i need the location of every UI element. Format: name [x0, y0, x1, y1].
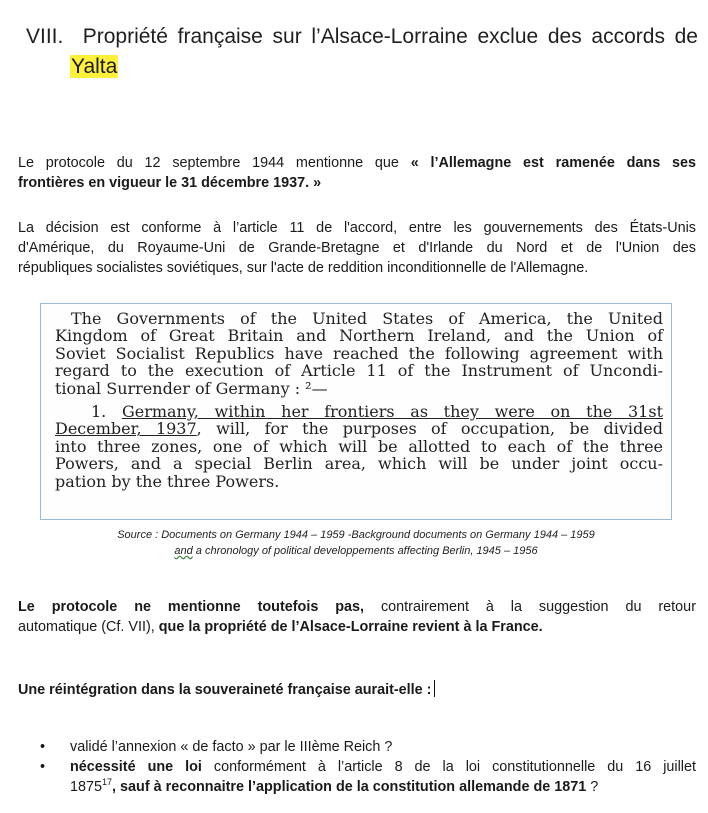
paragraph-line: La décision est conforme à l’article 11 de l'accord, entre les gouvernements des États-Unis	[18, 220, 696, 236]
spellcheck-word: and	[174, 545, 193, 557]
footnote-ref: 17	[102, 777, 113, 788]
paragraph-line: d'Amérique, du Royaume-Uni de Grande-Bretagne et d'Irlande du Nord et de l'Union des	[18, 240, 696, 256]
bullet-icon: •	[40, 759, 46, 775]
text-run: 1875	[70, 779, 103, 795]
article-line: Powers, and a special Berlin area, which will be under joint occu-	[55, 454, 663, 474]
article-line	[55, 403, 663, 420]
protocol-paragraph	[18, 153, 696, 193]
bold-quote: frontières en vigueur le 31 décembre 1937	[18, 175, 306, 191]
quote-line: tional Surrender of Germany : ²—	[55, 378, 328, 398]
bold-quote: « l’Allemagne est ramenée dans ses	[410, 155, 696, 171]
quote-line: Soviet Socialist Republics have reached the following agreement with	[55, 343, 663, 363]
text-run: , will, for the purposes of occupation, be divided	[196, 419, 663, 439]
text-cursor	[434, 680, 435, 697]
paragraph-line: républiques socialistes soviétiques, sur l'acte de reddition inconditionnelle de l'Allemagne.	[18, 260, 589, 276]
section-title-line1: Propriété française sur l’Alsace-Lorraine exclue des accords de	[82, 25, 698, 48]
text-run: Le protocole du 12 septembre 1944 mentionne que	[18, 155, 411, 171]
highlighted-word: Yalta	[71, 55, 118, 78]
caption-line: Source : Documents on Germany 1944 – 1959 -Background documents on Germany 1944 – 1959	[117, 529, 595, 541]
text-run: contrairement à la suggestion du retour	[364, 599, 696, 615]
bold-text: Le protocole ne mentionne toutefois pas,	[18, 599, 365, 615]
mention-paragraph	[18, 597, 696, 637]
question-line[interactable]	[18, 680, 435, 700]
source-caption	[40, 527, 672, 559]
article-line: pation by the three Powers.	[55, 471, 280, 491]
list-item-line	[70, 777, 696, 797]
decision-paragraph	[18, 218, 696, 278]
quote-line: Kingdom of Great Britain and Northern Ireland, and the Union of	[55, 326, 663, 346]
question-text: Une réintégration dans la souveraineté française aurait-elle :	[18, 682, 432, 698]
quoted-text	[55, 310, 663, 490]
paragraph-line	[18, 597, 696, 617]
article-line: into three zones, one of which will be allotted to each of the three	[55, 436, 663, 456]
paragraph-line	[18, 173, 696, 193]
list-item-text: validé l’annexion « de facto » par le IIIème Reich ?	[70, 739, 393, 755]
text-run: a chronology of political developpements affecting Berlin, 1945 – 1956	[192, 545, 538, 557]
section-title-line2	[70, 52, 118, 81]
article-number: 1.	[91, 402, 122, 422]
quote-line: regard to the execution of Article 11 of the Instrument of Uncondi-	[55, 361, 663, 381]
bold-quote-end: . »	[305, 175, 322, 191]
bullet-icon: •	[40, 739, 46, 755]
text-run: ?	[586, 779, 599, 795]
quoted-document-image	[40, 303, 672, 520]
underlined-text: Germany, within her frontiers as they were on the 31st	[121, 402, 664, 422]
article-line	[55, 420, 663, 437]
text-run: conformément à l’article 8 de la loi constitutionnelle du 16 juillet	[201, 759, 696, 775]
quote-line: The Governments of the United States of America, the United	[71, 309, 663, 328]
bold-text: nécessité une loi	[70, 759, 202, 775]
paragraph-line	[18, 617, 696, 637]
bold-text: que la propriété de l’Alsace-Lorraine revient à la France.	[158, 619, 543, 635]
paragraph-line	[18, 153, 696, 173]
caption-line	[40, 543, 672, 559]
list-item	[40, 757, 696, 797]
list-item-line	[70, 757, 696, 777]
text-run: automatique (Cf. VII),	[18, 619, 159, 635]
section-heading	[26, 22, 698, 51]
underlined-text: December, 1937	[55, 419, 197, 439]
bullet-list	[40, 737, 696, 797]
section-number: VIII.	[26, 25, 64, 48]
list-item	[40, 737, 696, 757]
bold-text: , sauf à reconnaitre l’application de la constitution allemande de 1871	[112, 779, 587, 795]
